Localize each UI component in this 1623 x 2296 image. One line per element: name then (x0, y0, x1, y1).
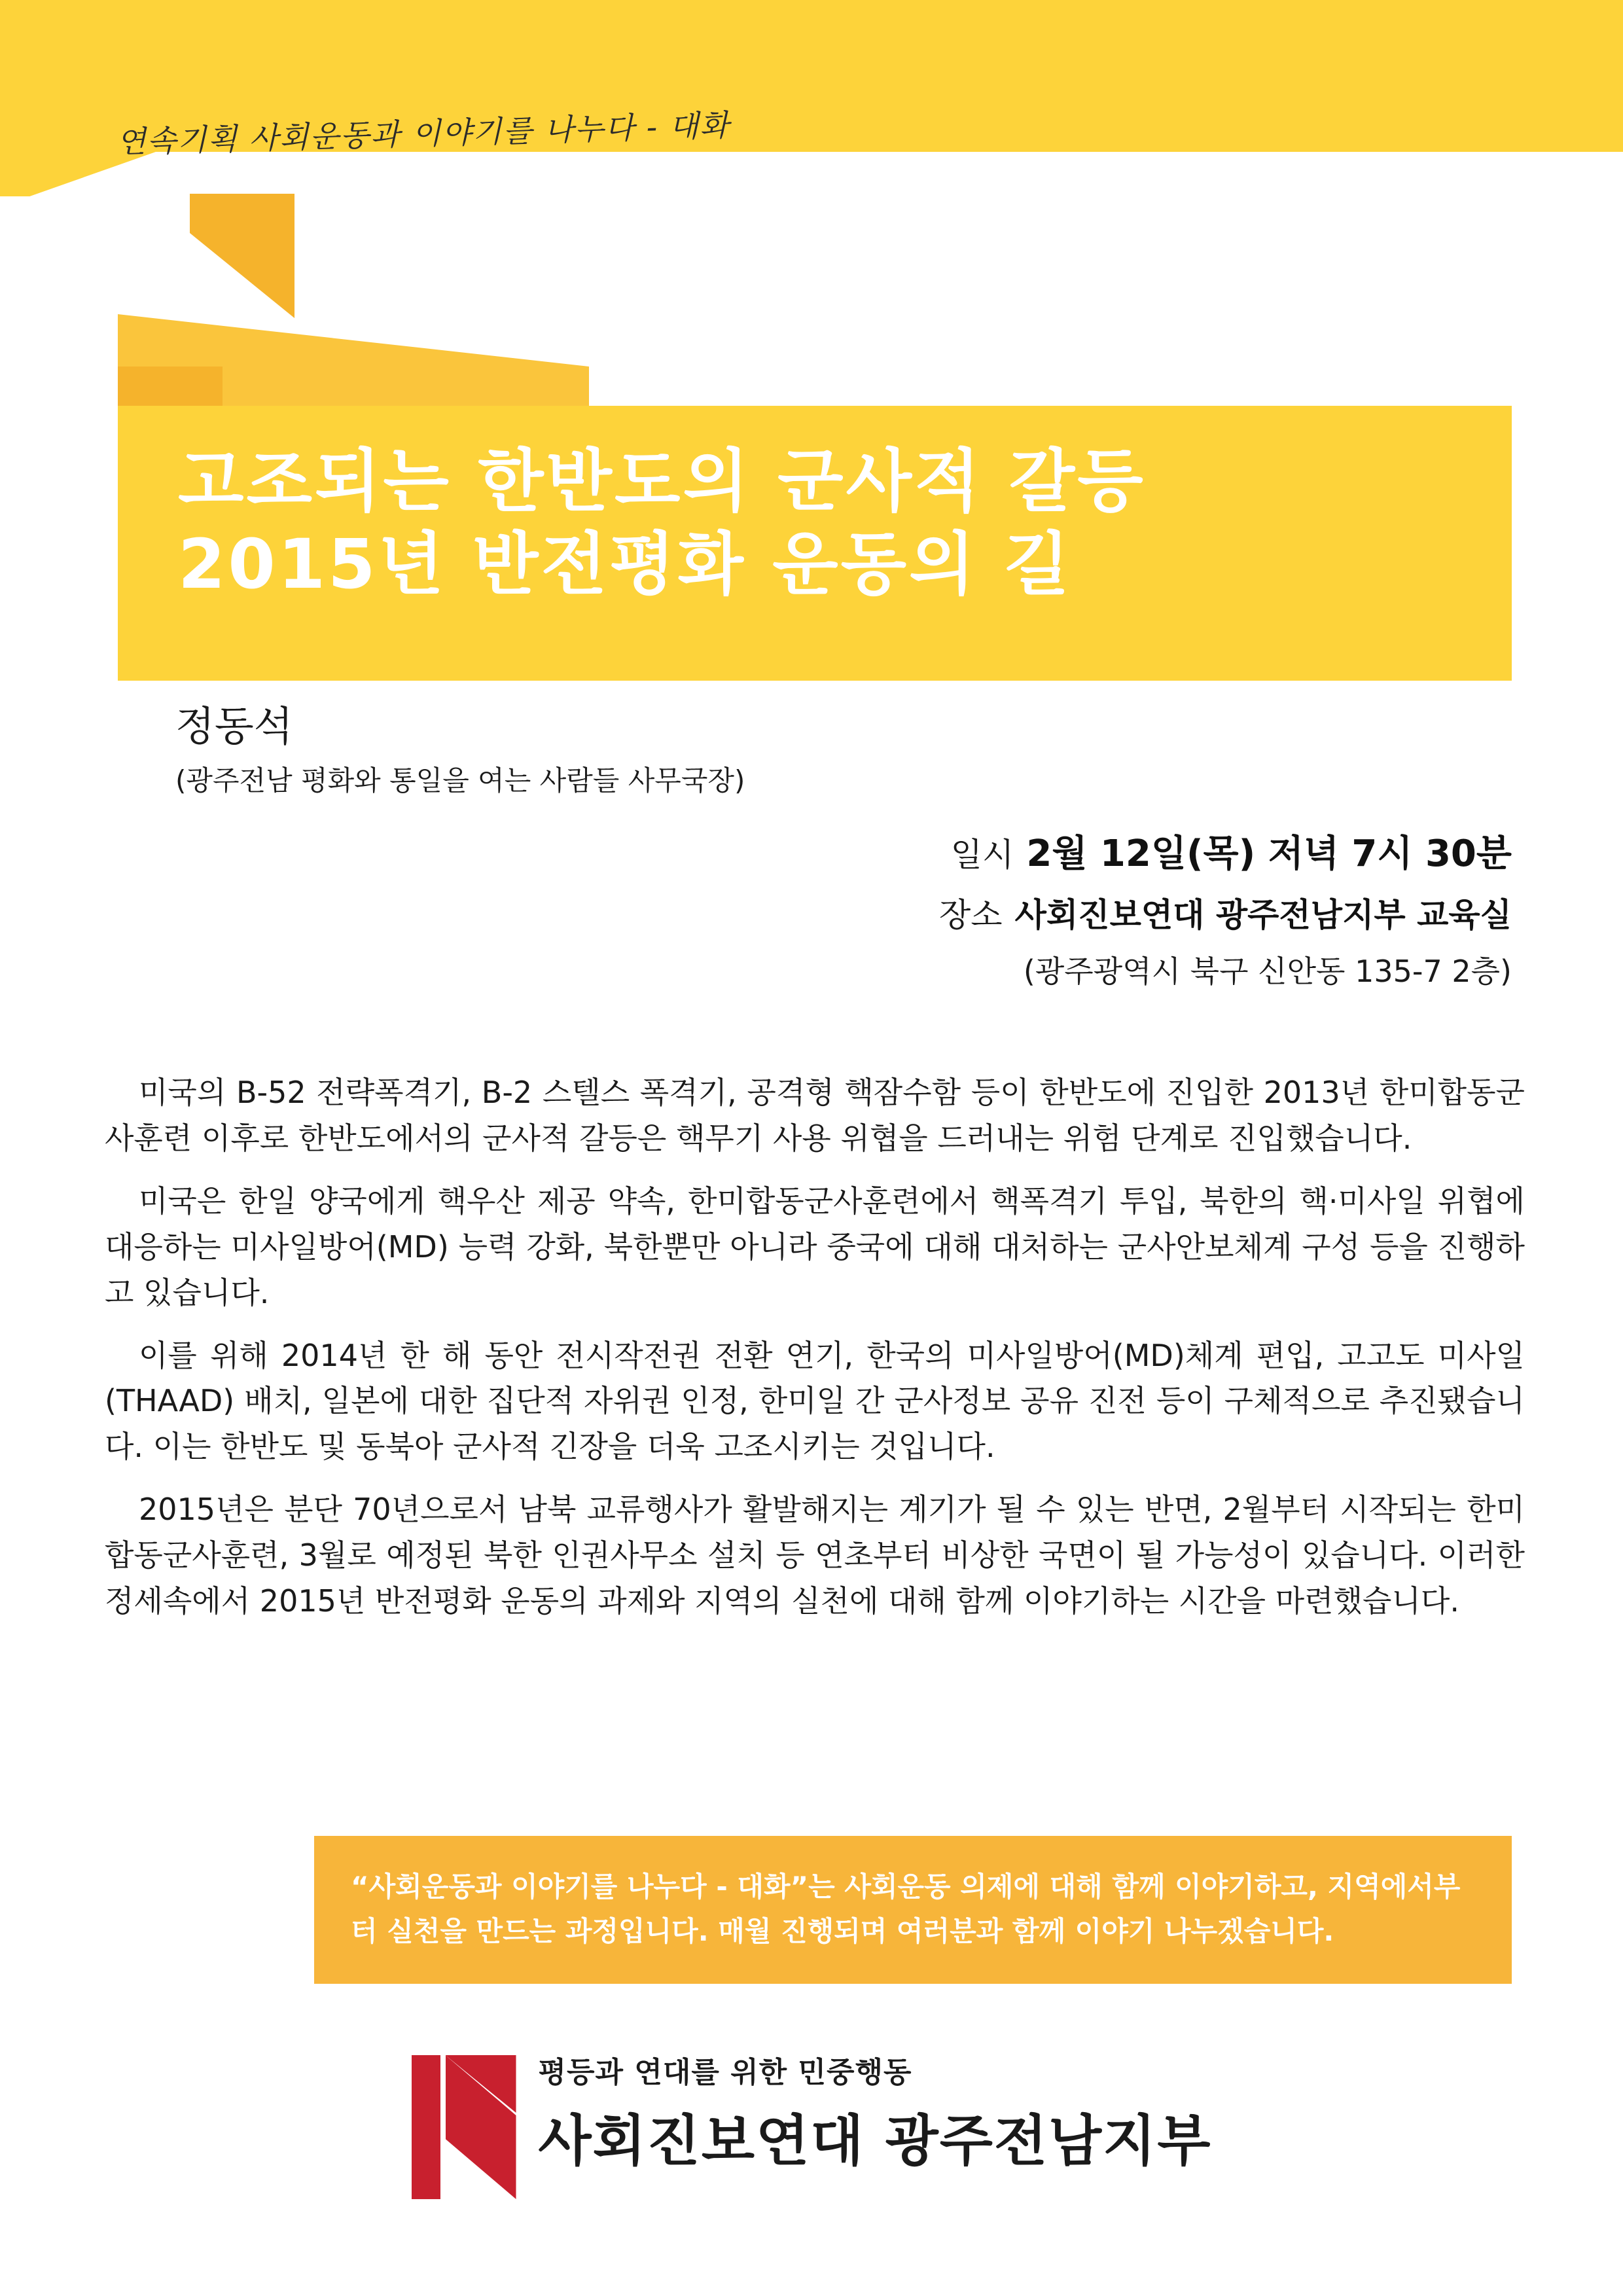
footer-organization: 사회진보연대 광주전남지부 (538, 2109, 1212, 2173)
event-date-row (0, 825, 1512, 877)
body-copy (105, 1070, 1525, 1641)
page-title-line-2: 2015년 반전평화 운동의 길 (178, 524, 1073, 604)
top-decorative-band (0, 0, 1623, 196)
footer-logo-text (539, 2049, 1212, 2176)
series-note-text: “사회운동과 이야기를 나누다 - 대화”는 사회운동 의제에 대해 함께 이야기하고, 지역에서부터 실천을 만드는 과정입니다. 매월 진행되며 여러분과 함께 이야기 나누겠습니다. (351, 1871, 1461, 1948)
body-paragraph: 미국의 B-52 전략폭격기, B-2 스텔스 폭격기, 공격형 핵잠수함 등이 한반도에 진입한 2013년 한미합동군사훈련 이후로 한반도에서의 군사적 갈등은 핵무기 사용 위협을 드러내는 위험 단계로 진입했습니다. (105, 1075, 1525, 1156)
footer-tagline: 평등과 연대를 위한 민중행동 (538, 2056, 912, 2089)
body-paragraph: 이를 위해 2014년 한 해 동안 전시작전권 전환 연기, 한국의 미사일방어(MD)체계 편입, 고고도 미사일(THAAD) 배치, 일본에 대한 집단적 자위권 인정, 한미일 간 군사정보 공유 진전 등이 구체적으로 추진됐습니다. 이는 한반도 및 동북아 군사적 긴장을 더욱 고조시키는 것입니다. (105, 1337, 1525, 1465)
series-note-box (314, 1836, 1512, 1984)
title-inner (118, 406, 1512, 606)
event-meta (0, 825, 1512, 991)
title-block (118, 406, 1512, 681)
speaker-affiliation: (광주전남 평화와 통일을 여는 사람들 사무국장) (175, 764, 745, 797)
event-place-value: 사회진보연대 광주전남지부 교육실 (1014, 896, 1512, 934)
speaker-name: 정동석 (175, 702, 293, 750)
event-address: (광주광역시 북구 신안동 135-7 2층) (1023, 954, 1512, 989)
event-date-label: 일시 (950, 836, 1014, 874)
organization-logo-icon (412, 2055, 516, 2199)
footer-logo (0, 2049, 1623, 2199)
ribbon-fold-upper (190, 194, 294, 318)
top-band-shape (0, 0, 1623, 196)
event-date-value: 2월 12일(목) 저녁 7시 30분 (1026, 833, 1512, 875)
event-place-label: 장소 (938, 896, 1003, 934)
body-paragraph: 미국은 한일 양국에게 핵우산 제공 약속, 한미합동군사훈련에서 핵폭격기 투입, 북한의 핵·미사일 위협에 대응하는 미사일방어(MD) 능력 강화, 북한뿐만 아니라 중국에 대해 대처하는 군사안보체계 구성 등을 진행하고 있습니다. (105, 1183, 1525, 1310)
logo-bar-left (412, 2055, 440, 2199)
series-kicker: 연속기획 사회운동과 이야기를 나누다 - 대화 (116, 107, 731, 160)
body-paragraph: 2015년은 분단 70년으로서 남북 교류행사가 활발해지는 계기가 될 수 있는 반면, 2월부터 시작되는 한미합동군사훈련, 3월로 예정된 북한 인권사무소 설치 등 연초부터 비상한 국면이 될 가능성이 있습니다. 이러한 정세속에서 2015년 반전평화 운동의 과제와 지역의 실천에 대해 함께 이야기하는 시간을 마련했습니다. (105, 1492, 1525, 1619)
event-place-row (0, 889, 1512, 936)
page-title-line-1: 고조되는 한반도의 군사적 갈등 (178, 441, 1146, 521)
